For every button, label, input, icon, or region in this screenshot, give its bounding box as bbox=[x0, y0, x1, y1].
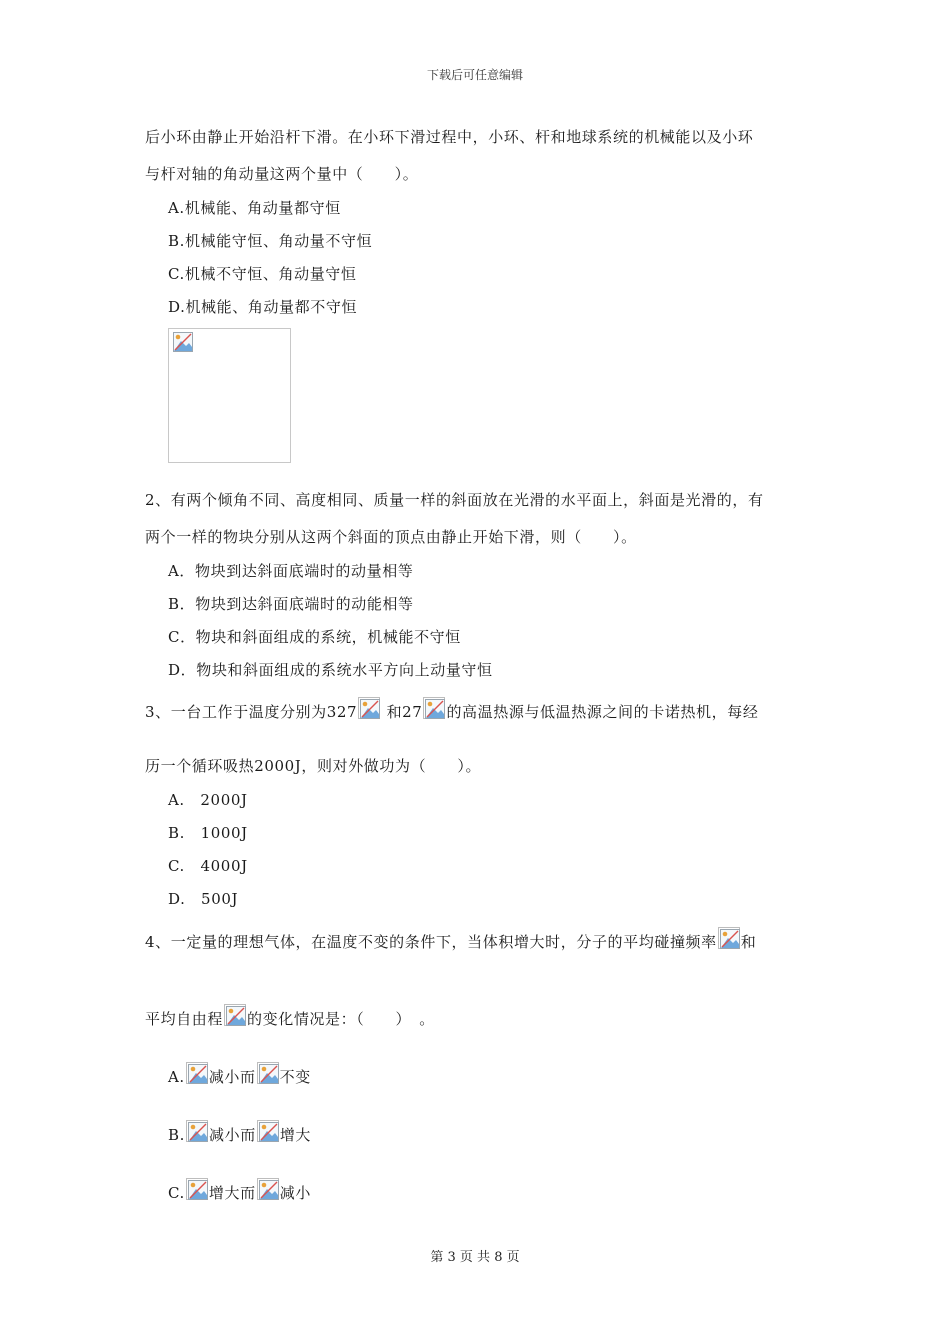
q2-option-c: C．物块和斜面组成的系统，机械能不守恒 bbox=[168, 628, 461, 646]
q1-option-b: B.机械能守恒、角动量不守恒 bbox=[168, 232, 373, 250]
q2-line-2: 两个一样的物块分别从这两个斜面的顶点由静止开始下滑，则（ ）。 bbox=[145, 528, 637, 546]
q1-option-a: A.机械能、角动量都守恒 bbox=[168, 199, 341, 217]
q3-line-2: 历一个循环吸热2000J，则对外做功为（ ）。 bbox=[145, 757, 482, 775]
broken-image-icon bbox=[257, 1062, 279, 1084]
q4-option-b-end: 增大 bbox=[279, 1126, 312, 1144]
q3-option-a: A. 2000J bbox=[168, 791, 248, 809]
q4-option-a-end: 不变 bbox=[279, 1068, 311, 1086]
q4-text-b: 和 bbox=[740, 933, 757, 951]
q3-text-a: 3、一台工作于温度分别为327 bbox=[145, 703, 358, 721]
broken-image-icon bbox=[186, 1120, 208, 1142]
q4-line-1 bbox=[145, 927, 756, 952]
broken-image-icon bbox=[224, 1004, 246, 1026]
page-footer: 第 3 页 共 8 页 bbox=[430, 1250, 520, 1265]
broken-image-icon bbox=[257, 1178, 279, 1200]
q2-option-a: A．物块到达斜面底端时的动量相等 bbox=[168, 562, 414, 580]
broken-image-icon bbox=[423, 697, 445, 719]
q4-option-c bbox=[168, 1178, 311, 1203]
q4-option-b-prefix: B. bbox=[168, 1126, 185, 1144]
q2-option-d: D．物块和斜面组成的系统水平方向上动量守恒 bbox=[168, 661, 493, 679]
q4-option-c-prefix: C. bbox=[168, 1184, 185, 1202]
q4-line-2 bbox=[145, 1004, 435, 1029]
q1-line-2: 与杆对轴的角动量这两个量中（ ）。 bbox=[145, 165, 419, 183]
q3-option-b: B. 1000J bbox=[168, 824, 248, 842]
q4-option-b-mid: 减小而 bbox=[209, 1126, 256, 1144]
q3-text-c: 的高温热源与低温热源之间的卡诺热机，每经 bbox=[446, 703, 759, 721]
q3-option-c: C. 4000J bbox=[168, 857, 248, 875]
q4-option-a bbox=[168, 1062, 311, 1087]
q3-option-d: D. 500J bbox=[168, 890, 239, 908]
broken-image-icon bbox=[186, 1062, 208, 1084]
broken-image-icon bbox=[358, 697, 380, 719]
q4-option-a-prefix: A. bbox=[168, 1068, 185, 1086]
broken-image-icon bbox=[718, 927, 740, 949]
q4-option-c-end: 减小 bbox=[279, 1184, 311, 1202]
broken-image-icon bbox=[172, 331, 194, 353]
page-header: 下载后可任意编辑 bbox=[426, 68, 523, 82]
q4-text-a: 4、一定量的理想气体，在温度不变的条件下，当体积增大时，分子的平均碰撞频率 bbox=[145, 933, 717, 951]
q4-option-a-mid: 减小而 bbox=[208, 1068, 256, 1086]
broken-image-icon bbox=[186, 1178, 208, 1200]
q4-text-c: 平均自由程 bbox=[145, 1010, 224, 1028]
q4-text-d: 的变化情况是：（ ） 。 bbox=[247, 1010, 435, 1028]
q2-option-b: B．物块到达斜面底端时的动能相等 bbox=[168, 595, 414, 613]
q1-option-d: D.机械能、角动量都不守恒 bbox=[168, 298, 358, 316]
q1-figure-placeholder bbox=[168, 328, 291, 463]
q1-line-1: 后小环由静止开始沿杆下滑。在小环下滑过程中，小环、杆和地球系统的机械能以及小环 bbox=[145, 128, 754, 146]
q4-option-b bbox=[168, 1120, 311, 1145]
q3-text-b: 和27 bbox=[386, 703, 423, 721]
q4-option-c-mid: 增大而 bbox=[208, 1184, 256, 1202]
broken-image-icon bbox=[257, 1120, 279, 1142]
q3-line-1 bbox=[145, 697, 758, 722]
q2-line-1: 2、有两个倾角不同、高度相同、质量一样的斜面放在光滑的水平面上，斜面是光滑的，有 bbox=[145, 491, 764, 509]
q1-option-c: C.机械不守恒、角动量守恒 bbox=[168, 265, 357, 283]
